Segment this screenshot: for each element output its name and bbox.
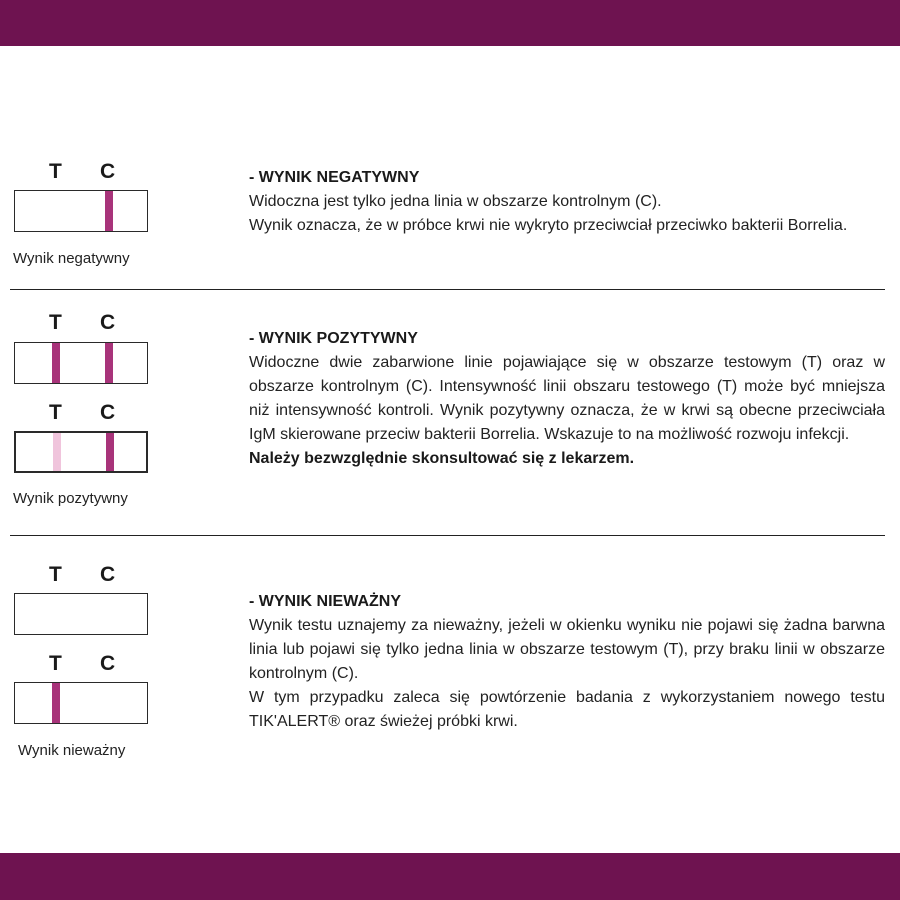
- test-strip-invalid-empty: [14, 593, 148, 635]
- t-label: T: [49, 401, 62, 424]
- negative-title: - WYNIK NEGATYWNY: [249, 169, 420, 186]
- t-label: T: [49, 311, 62, 334]
- invalid-description: [249, 590, 885, 734]
- t-label: T: [49, 563, 62, 586]
- c-label: C: [100, 563, 116, 586]
- t-label: T: [49, 160, 62, 183]
- c-label: C: [100, 652, 116, 675]
- test-labels: [14, 563, 150, 587]
- positive-paragraph: Widoczne dwie zabarwione linie pojawiające się w obszarze testowym (T) oraz w obszarze kontrolnym (C). Intensywność linii obszaru testowego (T) może być mniejsza niż intensywność kontroli. Wynik pozytywny oznacza, że w krwi są obecne przeciwciała IgM skierowane przeciw bakterii Borrelia. Wskazuje to na możliwość rozwoju infekcji.: [249, 354, 885, 443]
- bottom-band: [0, 853, 900, 900]
- positive-caption: Wynik pozytywny: [13, 490, 128, 507]
- test-strip-invalid-t-only: [14, 682, 148, 724]
- negative-caption: Wynik negatywny: [13, 250, 130, 267]
- c-label: C: [100, 401, 116, 424]
- positive-title: - WYNIK POZYTYWNY: [249, 330, 418, 347]
- t-label: T: [49, 652, 62, 675]
- invalid-title: - WYNIK NIEWAŻNY: [249, 593, 401, 610]
- test-labels: [14, 652, 150, 676]
- positive-warning: Należy bezwzględnie skonsultować się z lekarzem.: [249, 450, 635, 467]
- c-label: C: [100, 160, 116, 183]
- invalid-paragraph-1: Wynik testu uznajemy za nieważny, jeżeli w okienku wyniku nie pojawi się żadna barwna linia lub pojawi się tylko jedna linia w obszarze testowym (T), przy braku linii w obszarze kontrolnym (C).: [249, 617, 885, 682]
- test-line: [52, 683, 60, 723]
- negative-paragraph-2: Wynik oznacza, że w próbce krwi nie wykryto przeciwciał przeciwko bakterii Borrelia.: [249, 217, 848, 234]
- invalid-paragraph-2: W tym przypadku zaleca się powtórzenie badania z wykorzystaniem nowego testu TIK'ALERT® oraz świeżej próbki krwi.: [249, 689, 885, 730]
- negative-paragraph-1: Widoczna jest tylko jedna linia w obszarze kontrolnym (C).: [249, 193, 662, 210]
- c-label: C: [100, 311, 116, 334]
- invalid-caption: Wynik nieważny: [18, 742, 126, 759]
